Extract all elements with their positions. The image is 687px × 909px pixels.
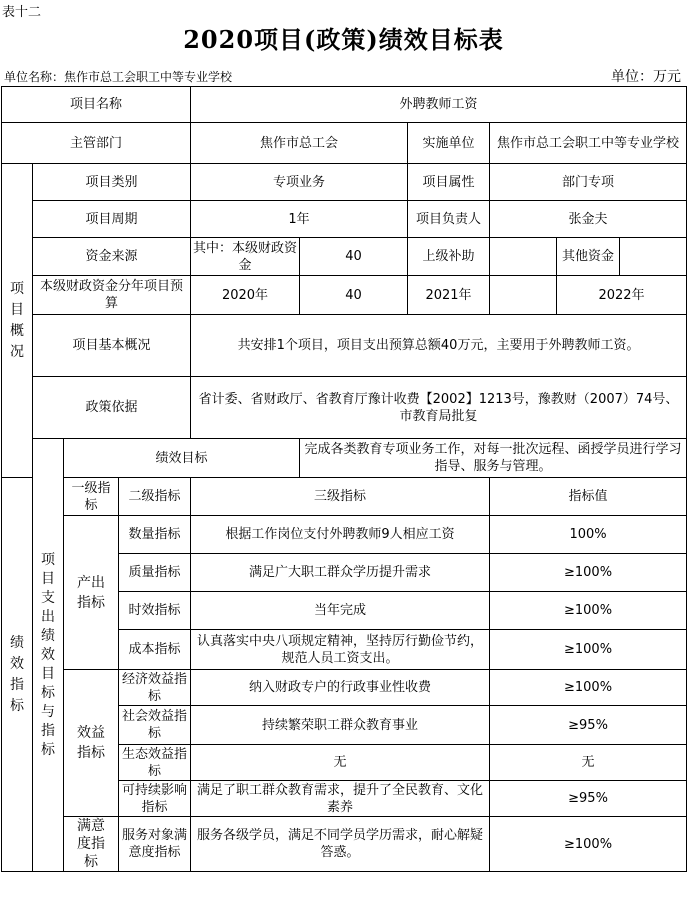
money-unit: 单位：万元 <box>611 69 681 85</box>
table-row <box>2 87 687 123</box>
overview-section-label: 项目概况 <box>2 164 33 478</box>
type-value: 专项业务 <box>191 164 408 201</box>
group-output: 产出指标 <box>64 516 119 670</box>
level2-cell: 可持续影响指标 <box>119 781 191 817</box>
goal-text: 完成各类教育专项业务工作，对每一批次远程、函授学员进行学习指导、服务与管理。 <box>300 439 687 478</box>
funding-label: 资金来源 <box>33 238 191 276</box>
level2-cell: 生态效益指标 <box>119 745 191 781</box>
goal-label: 绩效目标 <box>64 439 300 478</box>
col-level2: 二级指标 <box>119 478 191 516</box>
level2-cell: 社会效益指标 <box>119 706 191 745</box>
table-row <box>2 201 687 238</box>
owner-label: 项目负责人 <box>408 201 490 238</box>
level3-cell: 认真落实中央八项规定精神，坚持厉行勤俭节约，规范人员工资支出。 <box>191 630 490 670</box>
attr-label: 项目属性 <box>408 164 490 201</box>
dept-label: 主管部门 <box>2 123 191 164</box>
table-row <box>2 164 687 201</box>
table-row <box>2 670 687 706</box>
table-row <box>2 276 687 315</box>
table-row <box>2 315 687 377</box>
attr-value: 部门专项 <box>490 164 687 201</box>
year2-amount <box>490 276 557 315</box>
project-name-value: 外聘教师工资 <box>191 87 687 123</box>
project-name-label: 项目名称 <box>2 87 191 123</box>
level3-cell: 根据工作岗位支付外聘教师9人相应工资 <box>191 516 490 554</box>
level3-cell: 无 <box>191 745 490 781</box>
value-cell: ≥100% <box>490 670 687 706</box>
unit-name: 单位名称：焦作市总工会职工中等专业学校 <box>4 70 233 84</box>
impl-value: 焦作市总工会职工中等专业学校 <box>490 123 687 164</box>
impl-label: 实施单位 <box>408 123 490 164</box>
level3-cell: 纳入财政专户的行政事业性收费 <box>191 670 490 706</box>
value-cell: ≥100% <box>490 817 687 872</box>
dept-value: 焦作市总工会 <box>191 123 408 164</box>
value-cell: 无 <box>490 745 687 781</box>
level2-cell: 经济效益指标 <box>119 670 191 706</box>
level3-cell: 持续繁荣职工群众教育事业 <box>191 706 490 745</box>
policy-text: 省计委、省财政厅、省教育厅豫计收费【2002】1213号，豫教财（2007）74号、市教育局批复 <box>191 377 687 439</box>
value-cell: ≥95% <box>490 781 687 817</box>
level2-cell: 成本指标 <box>119 630 191 670</box>
policy-label: 政策依据 <box>33 377 191 439</box>
level2-cell: 质量指标 <box>119 554 191 592</box>
value-cell: ≥100% <box>490 630 687 670</box>
level2-cell: 时效指标 <box>119 592 191 630</box>
level2-cell: 服务对象满意度指标 <box>119 817 191 872</box>
table-number-label: 表十二 <box>2 5 42 20</box>
table-row <box>2 377 687 439</box>
funding-sub-label: 其中：本级财政资金 <box>191 238 300 276</box>
value-cell: 100% <box>490 516 687 554</box>
budget-label: 本级财政资金分年项目预算 <box>33 276 191 315</box>
year3-label: 2022年 <box>557 276 687 315</box>
year2-label: 2021年 <box>408 276 490 315</box>
table-row <box>2 123 687 164</box>
level3-cell: 当年完成 <box>191 592 490 630</box>
group-satisfaction: 满意度指标 <box>64 817 119 872</box>
table-row <box>2 439 687 478</box>
level3-cell: 满足广大职工群众学历提升需求 <box>191 554 490 592</box>
type-label: 项目类别 <box>33 164 191 201</box>
indicator-label: 绩效指标 <box>2 478 33 872</box>
year1-label: 2020年 <box>191 276 300 315</box>
year1-amount: 40 <box>300 276 408 315</box>
col-value: 指标值 <box>490 478 687 516</box>
funding-amount: 40 <box>300 238 408 276</box>
table-row <box>2 516 687 554</box>
level3-cell: 服务各级学员，满足不同学员学历需求，耐心解疑答惑。 <box>191 817 490 872</box>
table-row <box>2 238 687 276</box>
col-level3: 三级指标 <box>191 478 490 516</box>
performance-table <box>1 86 687 872</box>
value-cell: ≥95% <box>490 706 687 745</box>
upper-amount <box>490 238 557 276</box>
basic-text: 共安排1个项目，项目支出预算总额40万元，主要用于外聘教师工资。 <box>191 315 687 377</box>
level2-cell: 数量指标 <box>119 516 191 554</box>
level3-cell: 满足了职工群众教育需求，提升了全民教育、文化素养 <box>191 781 490 817</box>
value-cell: ≥100% <box>490 554 687 592</box>
col-level1: 一级指标 <box>64 478 119 516</box>
table-row <box>2 817 687 872</box>
value-cell: ≥100% <box>490 592 687 630</box>
period-value: 1年 <box>191 201 408 238</box>
other-label: 其他资金 <box>557 238 620 276</box>
page-title: 2020项目(政策)绩效目标表 <box>183 25 504 54</box>
period-label: 项目周期 <box>33 201 191 238</box>
other-amount <box>620 238 687 276</box>
owner-value: 张金夫 <box>490 201 687 238</box>
upper-label: 上级补助 <box>408 238 490 276</box>
basic-label: 项目基本概况 <box>33 315 191 377</box>
performance-section-label: 项目支出绩效目标与指标 <box>33 439 64 872</box>
table-row <box>2 478 687 516</box>
group-benefit: 效益指标 <box>64 670 119 817</box>
